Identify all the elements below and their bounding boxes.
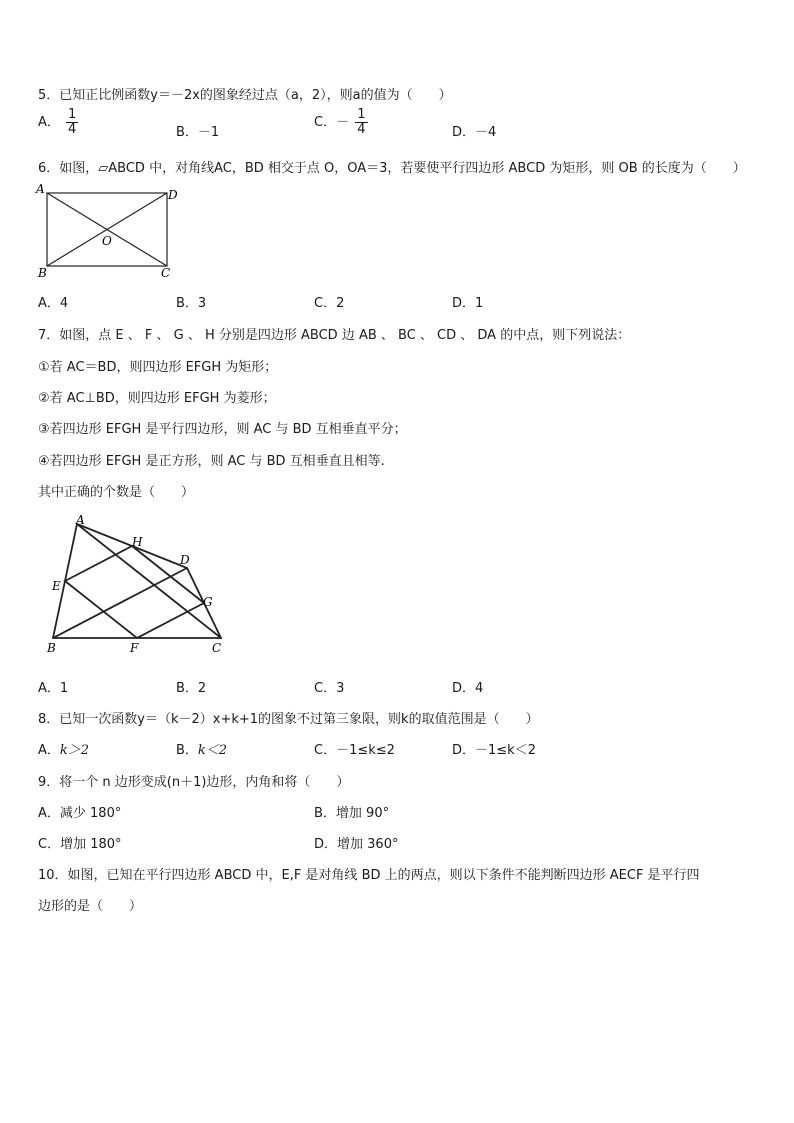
q5-option-d (452, 121, 496, 140)
option-text: 1 (475, 296, 484, 311)
q9-option-d (314, 833, 398, 852)
option-text: 2 (197, 681, 207, 696)
q9-stem: 9．将一个 n 边形变成(n＋1)边形，内角和将（ ） (38, 775, 350, 790)
label-e: E (52, 579, 61, 593)
label-g: G (203, 595, 213, 609)
option-text: 增加 360° (337, 837, 399, 852)
option-letter: A． (38, 806, 60, 821)
option-letter: D． (452, 681, 476, 696)
q6-option-c (314, 292, 344, 311)
label-a: A (36, 183, 45, 196)
label-a: A (76, 514, 85, 527)
q9-option-a (38, 802, 121, 821)
option-text: －1≤k≤2 (336, 743, 395, 758)
option-letter: D． (452, 125, 476, 140)
label-c: C (161, 266, 171, 280)
option-text: k＜2 (197, 743, 228, 758)
option-text: 4 (475, 681, 484, 696)
label-d: D (168, 188, 178, 202)
q6-option-d (452, 292, 483, 311)
q5-option-b (176, 121, 219, 140)
option-letter: B． (176, 125, 198, 140)
q7-option-b (176, 677, 206, 696)
option-letter: C． (314, 681, 337, 696)
q7-option-d (452, 677, 483, 696)
q8-option-c (314, 739, 395, 758)
option-text: k＞2 (59, 743, 90, 758)
fraction-denominator: 4 (68, 122, 77, 137)
option-text: －1≤k＜2 (475, 743, 536, 758)
option-letter: C． (38, 837, 61, 852)
option-letter: B． (314, 806, 336, 821)
q5-option-a (38, 108, 80, 137)
option-letter: C． (314, 743, 337, 758)
fraction-numerator: 1 (68, 107, 77, 122)
option-letter: A． (38, 681, 60, 696)
q8-option-a (38, 739, 89, 758)
q7-item-3: ③若四边形 EFGH 是平行四边形，则 AC 与 BD 互相垂直平分； (38, 422, 407, 437)
option-text: 增加 90° (335, 806, 390, 821)
label-d: D (180, 553, 190, 567)
option-letter: A． (38, 115, 60, 130)
label-b: B (38, 266, 47, 280)
option-letter: B． (176, 743, 198, 758)
fraction-numerator: 1 (357, 107, 366, 122)
label-h: H (132, 535, 143, 549)
diagonal-ac (77, 524, 221, 638)
diagonal-bd (53, 568, 187, 638)
q6-stem: 6．如图，▱ABCD 中，对角线AC，BD 相交于点 O，OA＝3，若要使平行四边形 ABCD 为矩形，则 OB 的长度为（ ） (38, 161, 746, 176)
q6-rectangle-figure (34, 183, 184, 281)
q8-stem: 8．已知一次函数y＝（k－2）x+k+1的图象不过第三象限，则k的取值范围是（ ） (38, 712, 539, 727)
q10-stem-line2: 边形的是（ ） (38, 899, 143, 914)
option-prefix: － (336, 115, 350, 130)
option-letter: D． (452, 743, 476, 758)
option-letter: A． (38, 743, 60, 758)
q6-option-a (38, 292, 68, 311)
fraction (66, 108, 78, 137)
option-text: 减少 180° (59, 806, 122, 821)
fraction (355, 108, 367, 137)
option-text: 2 (336, 296, 345, 311)
option-letter: C． (314, 296, 337, 311)
option-letter: A． (38, 296, 60, 311)
option-text: 1 (59, 681, 69, 696)
option-letter: B． (176, 681, 198, 696)
label-c: C (212, 641, 222, 655)
q7-option-c (314, 677, 344, 696)
option-letter: C． (314, 115, 337, 130)
option-letter: D． (452, 296, 476, 311)
q6-option-b (176, 292, 206, 311)
q9-option-b (314, 802, 389, 821)
fraction-denominator: 4 (357, 122, 366, 137)
option-letter: D． (314, 837, 338, 852)
option-text: 增加 180° (60, 837, 122, 852)
q5-option-c (314, 108, 370, 137)
q5-stem: 5．已知正比例函数y＝－2x的图象经过点（a，2），则a的值为（ ） (38, 88, 452, 103)
q7-item-4: ④若四边形 EFGH 是正方形，则 AC 与 BD 互相垂直且相等. (38, 454, 385, 469)
q10-stem-line1: 10．如图，已知在平行四边形 ABCD 中，E,F 是对角线 BD 上的两点，则以下条件不能判断四边形 AECF 是平行四 (38, 868, 700, 883)
q7-stem: 7．如图，点 E 、 F 、 G 、 H 分别是四边形 ABCD 边 AB 、 BC 、 CD 、 DA 的中点，则下列说法： (38, 328, 631, 343)
label-b: B (47, 641, 56, 655)
q8-option-b (176, 739, 227, 758)
q7-question: 其中正确的个数是（ ） (38, 485, 195, 500)
q7-quadrilateral-figure (40, 514, 240, 656)
q9-option-c (38, 833, 122, 852)
q7-option-a (38, 677, 68, 696)
label-o: O (102, 234, 112, 248)
q7-item-2: ②若 AC⊥BD，则四边形 EFGH 为菱形； (38, 391, 276, 406)
option-text: 3 (336, 681, 345, 696)
label-f: F (130, 641, 139, 655)
option-text: 3 (197, 296, 207, 311)
option-text: 4 (59, 296, 69, 311)
option-letter: B． (176, 296, 198, 311)
q8-option-d (452, 739, 536, 758)
option-text: －4 (475, 125, 497, 140)
q7-item-1: ①若 AC＝BD，则四边形 EFGH 为矩形； (38, 360, 278, 375)
option-text: －1 (197, 125, 220, 140)
